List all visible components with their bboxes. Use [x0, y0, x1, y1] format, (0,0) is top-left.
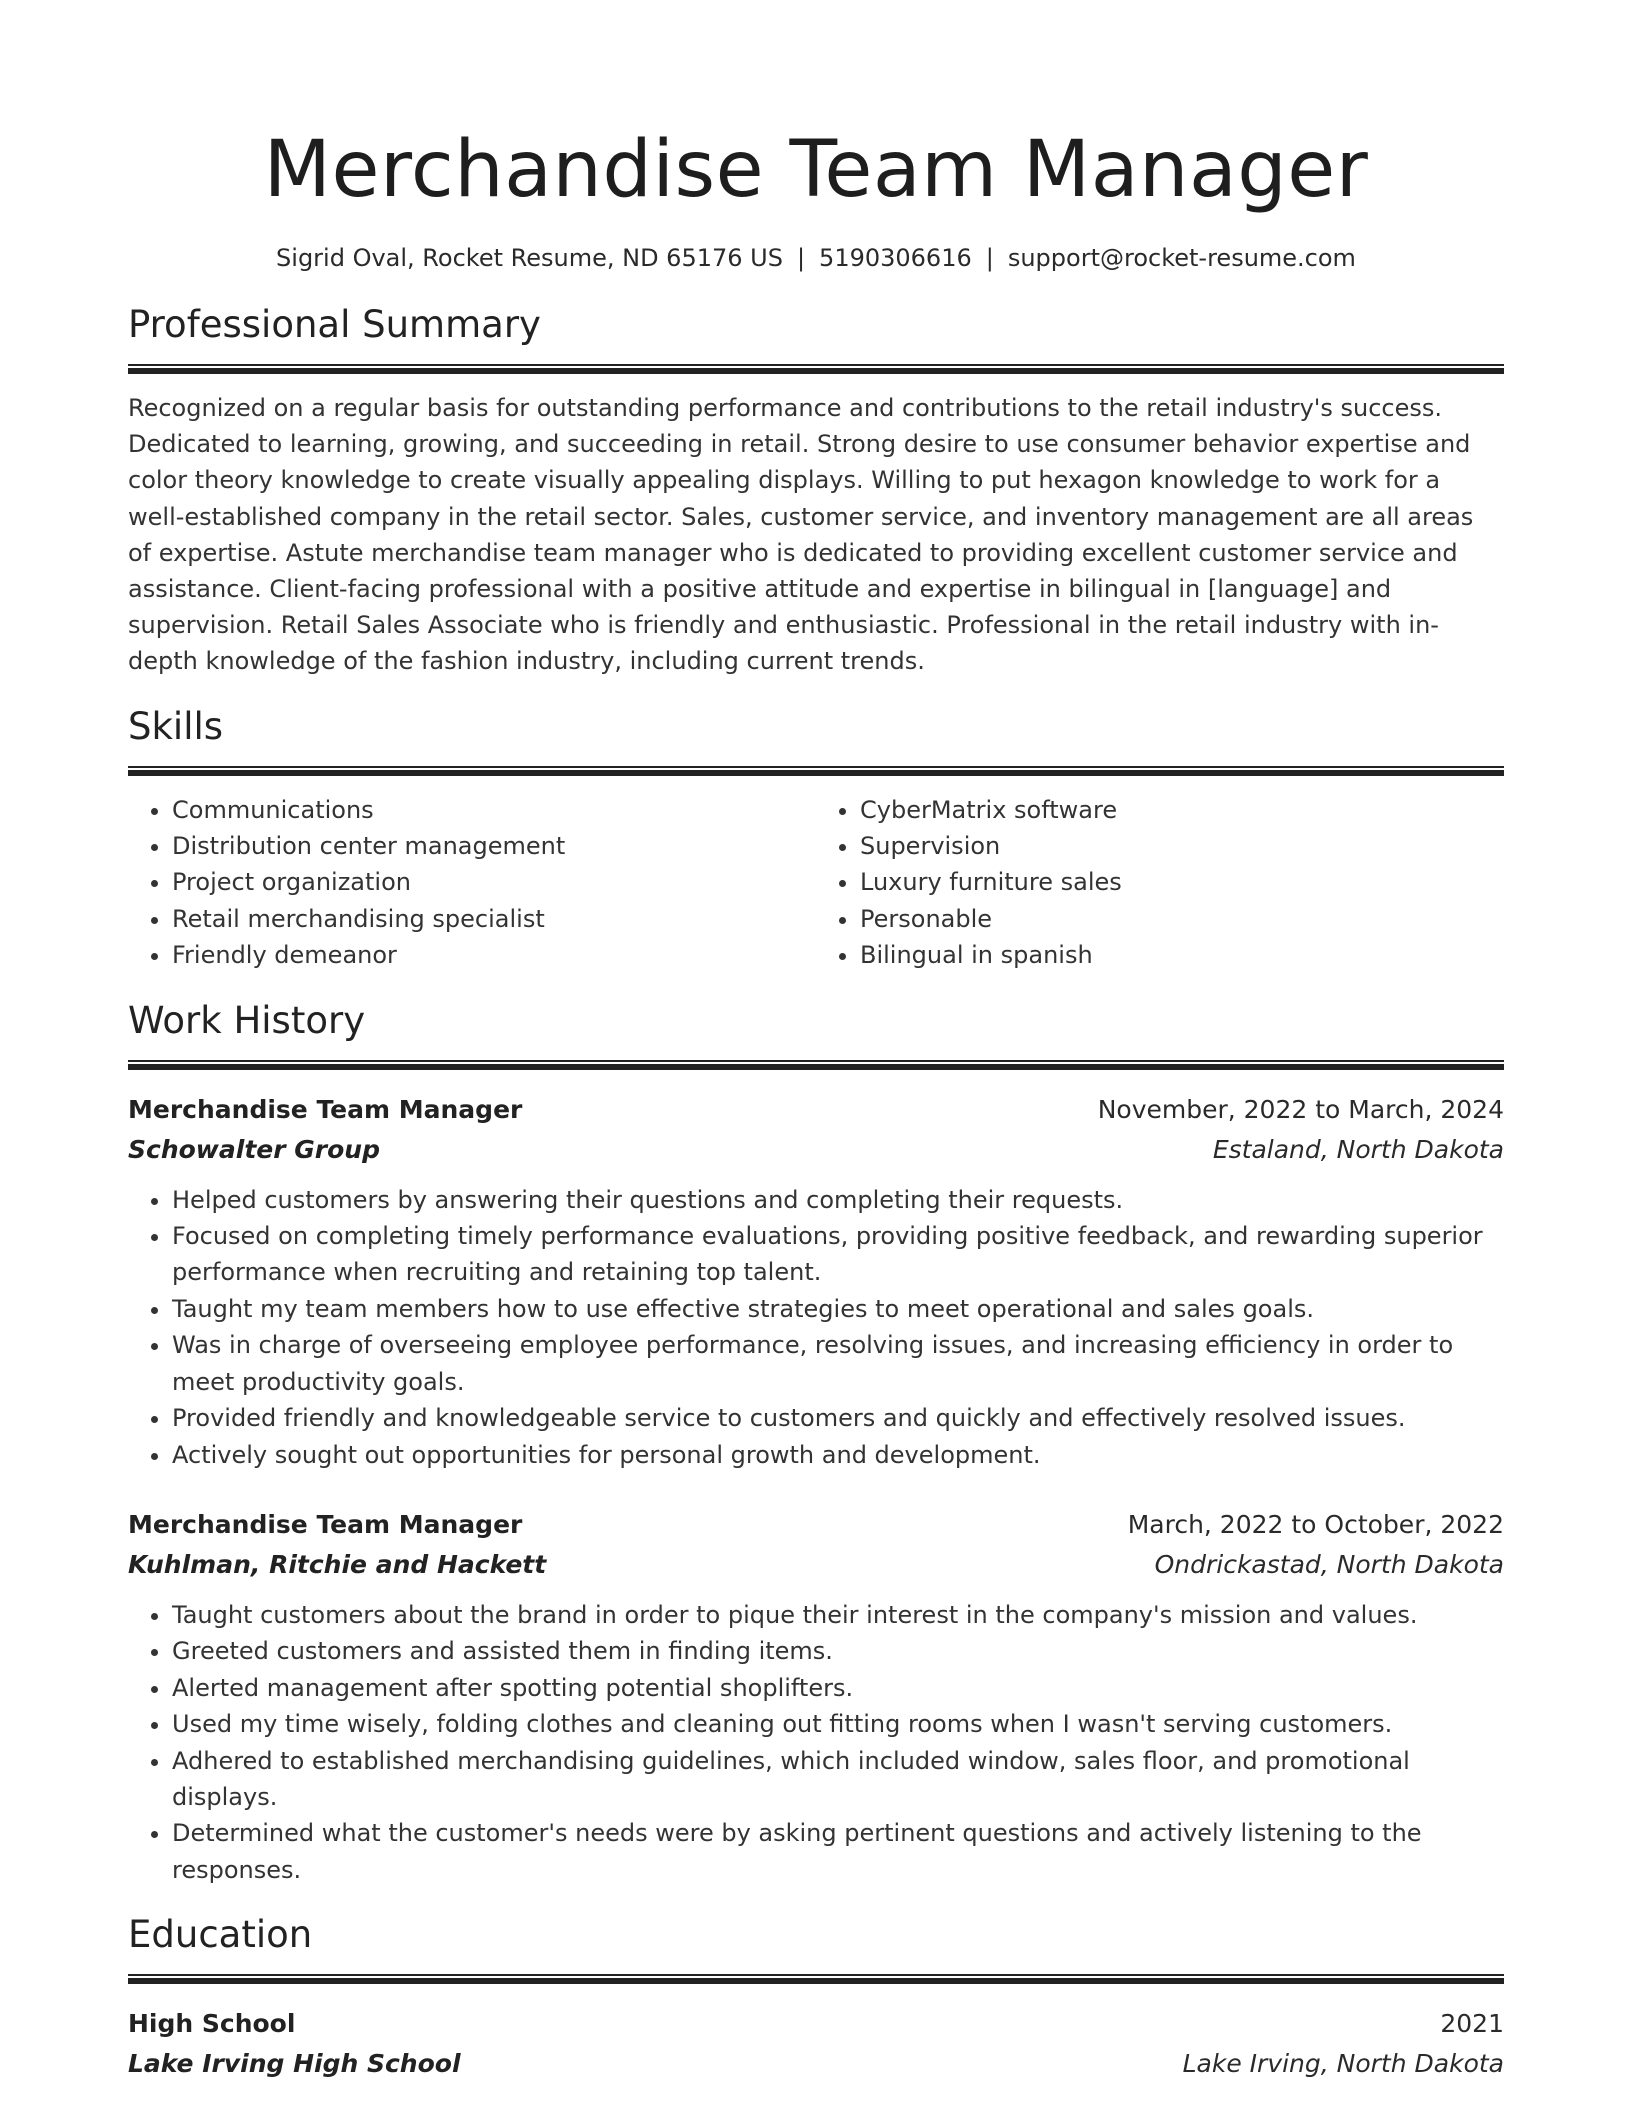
- skills-section: [128, 704, 1504, 974]
- skills-list-right: [816, 792, 1504, 974]
- job-bullets: [128, 1182, 1504, 1473]
- job-entry: [128, 1090, 1504, 1473]
- skill-item: • CyberMatrix software: [860, 792, 1504, 828]
- summary-heading: Professional Summary: [128, 303, 541, 346]
- job-location: Estaland, North Dakota: [1212, 1134, 1504, 1164]
- job-title: Merchandise Team Manager: [128, 1094, 523, 1124]
- section-divider: [128, 1060, 1504, 1070]
- job-subheader-row: [128, 1545, 1504, 1585]
- skill-item: • Luxury furniture sales: [860, 864, 1504, 900]
- skills-heading: Skills: [128, 704, 224, 748]
- job-bullet: • Provided friendly and knowledgeable service to customers and quickly and effectively resolved issues.: [172, 1400, 1504, 1436]
- education-location: Lake Irving, North Dakota: [1182, 2049, 1504, 2079]
- contact-address: Sigrid Oval, Rocket Resume, ND 65176 US: [276, 244, 783, 272]
- job-dates: March, 2022 to October, 2022: [1127, 1509, 1504, 1539]
- job-bullet: • Alerted management after spotting potential shoplifters.: [172, 1670, 1504, 1706]
- contact-line: [128, 242, 1504, 274]
- skill-item: • Project organization: [172, 864, 816, 900]
- contact-separator: |: [796, 244, 806, 272]
- job-bullet: • Taught my team members how to use effective strategies to meet operational and sales goals.: [172, 1291, 1504, 1327]
- skill-item: • Communications: [172, 792, 816, 828]
- skills-columns: [128, 792, 1504, 974]
- work-history-section: [128, 998, 1504, 1889]
- skill-item: • Distribution center management: [172, 828, 816, 864]
- job-bullet: • Helped customers by answering their questions and completing their requests.: [172, 1182, 1504, 1218]
- job-bullet: • Greeted customers and assisted them in finding items.: [172, 1633, 1504, 1669]
- education-entry: [128, 2004, 1504, 2084]
- summary-section: [128, 302, 1504, 680]
- summary-text: Recognized on a regular basis for outstanding performance and contributions to the retail industry's success. Dedicated to learning, growing, and succeeding in retail. Strong desire to use consumer behavior expertise and color theory knowledge to create visually appealing displays. Willing to put hexagon knowledge to work for a well-established company in the retail sector. Sales, customer service, and inventory management are all areas of expertise. Astute merchandise team manager who is dedicated to providing excellent customer service and assistance. Client-facing professional with a positive attitude and expertise in bilingual in [language] and supervision. Retail Sales Associate who is friendly and enthusiastic. Professional in the retail industry with in-depth knowledge of the fashion industry, including current trends.: [128, 394, 1474, 676]
- skills-list-left: [128, 792, 816, 974]
- education-degree: High School: [128, 2009, 296, 2039]
- job-bullet: • Actively sought out opportunities for personal growth and development.: [172, 1437, 1504, 1473]
- work-history-heading: Work History: [128, 998, 366, 1042]
- job-company: Kuhlman, Ritchie and Hackett: [128, 1549, 547, 1579]
- job-bullet: • Taught customers about the brand in order to pique their interest in the company's mission and values.: [172, 1597, 1504, 1633]
- job-location: Ondrickastad, North Dakota: [1154, 1549, 1504, 1579]
- job-bullet: • Focused on completing timely performance evaluations, providing positive feedback, and rewarding superior performance when recruiting and retaining top talent.: [172, 1218, 1504, 1291]
- section-divider: [128, 766, 1504, 776]
- contact-separator: |: [985, 244, 994, 272]
- skill-item: • Friendly demeanor: [172, 937, 816, 973]
- job-bullet: • Used my time wisely, folding clothes and cleaning out fitting rooms when I wasn't serving customers.: [172, 1706, 1504, 1742]
- job-entry: [128, 1505, 1504, 1888]
- contact-phone: 5190306616: [819, 244, 972, 272]
- job-bullet: • Adhered to established merchandising guidelines, which included window, sales floor, and promotional displays.: [172, 1743, 1504, 1816]
- job-subheader-row: [128, 1130, 1504, 1170]
- skill-item: • Personable: [860, 901, 1504, 937]
- education-subheader-row: [128, 2044, 1504, 2084]
- job-title: Merchandise Team Manager: [128, 1509, 523, 1539]
- job-bullet: • Was in charge of overseeing employee performance, resolving issues, and increasing efficiency in order to meet productivity goals.: [172, 1327, 1504, 1400]
- education-school: Lake Irving High School: [128, 2049, 461, 2079]
- skill-item: • Supervision: [860, 828, 1504, 864]
- job-header-row: [128, 1090, 1504, 1130]
- job-company: Schowalter Group: [128, 1134, 380, 1164]
- job-header-row: [128, 1505, 1504, 1545]
- section-divider: [128, 364, 1504, 374]
- section-divider: [128, 1974, 1504, 1984]
- job-dates: November, 2022 to March, 2024: [1097, 1094, 1504, 1124]
- job-bullets: [128, 1597, 1504, 1888]
- contact-email: support@rocket-resume.com: [1007, 244, 1356, 272]
- job-bullet: • Determined what the customer's needs were by asking pertinent questions and actively listening to the responses.: [172, 1815, 1504, 1888]
- skill-item: • Bilingual in spanish: [860, 937, 1504, 973]
- education-year: 2021: [1440, 2009, 1504, 2039]
- resume-name: Merchandise Team Manager: [263, 125, 1369, 215]
- education-section: [128, 1912, 1504, 2084]
- education-header-row: [128, 2004, 1504, 2044]
- skill-item: • Retail merchandising specialist: [172, 901, 816, 937]
- education-heading: Education: [128, 1913, 313, 1957]
